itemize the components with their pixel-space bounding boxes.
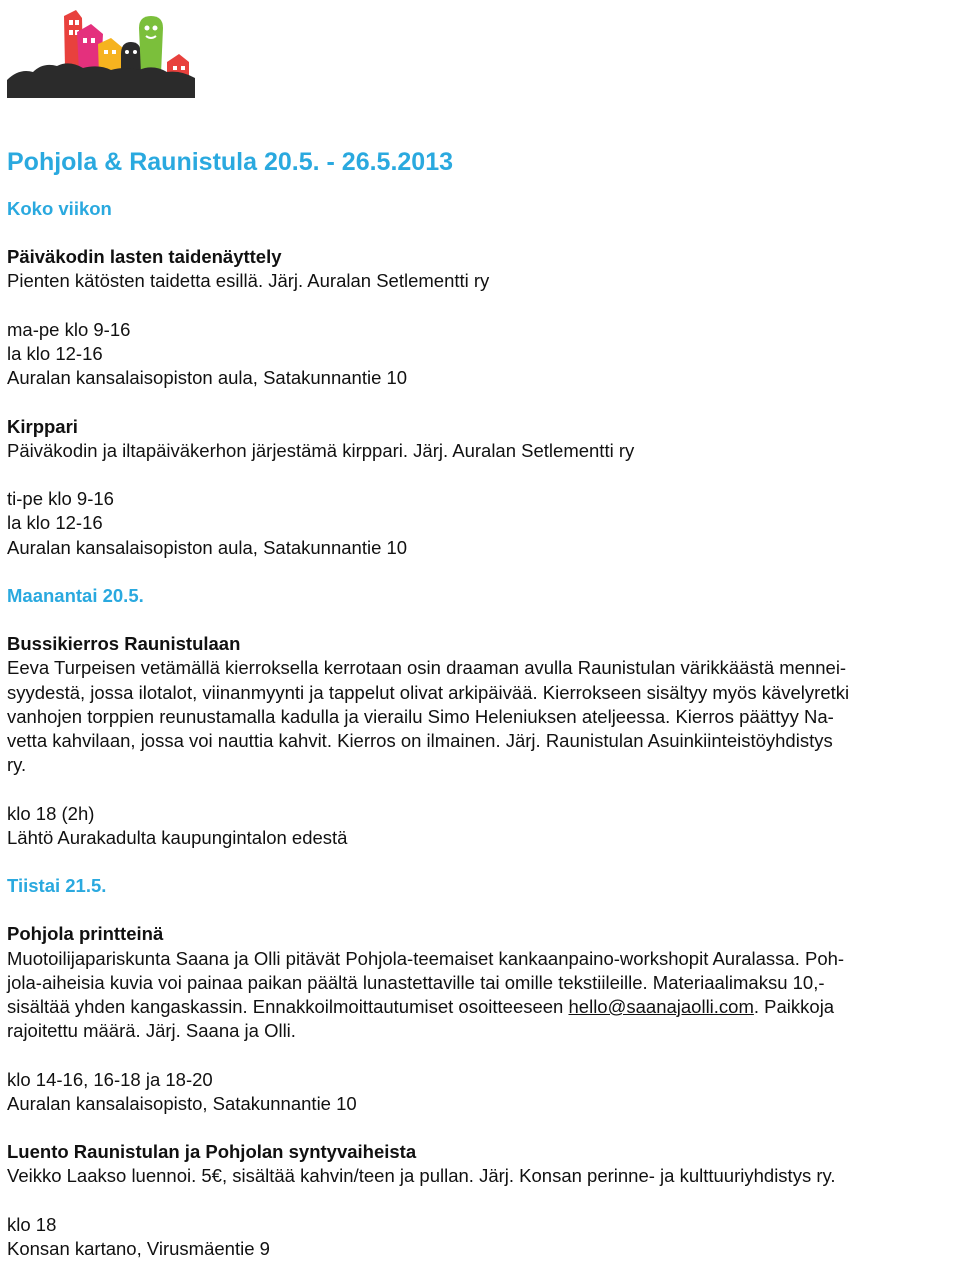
event-print-workshop bbox=[7, 922, 955, 1043]
event-bus-tour bbox=[7, 632, 955, 777]
logo-illustration bbox=[7, 6, 195, 98]
event-title: Bussikierros Raunistulaan bbox=[7, 633, 241, 655]
event-time-place bbox=[7, 1213, 955, 1261]
event-place: Auralan kansalaisopisto, Satakunnantie 10 bbox=[7, 1092, 357, 1114]
event-description-line: syydestä, jossa ilotalot, viinanmyynti ja tappelut olivat arkipäivää. Kierrokseen sisältyy myös kävelyretki bbox=[7, 681, 850, 703]
event-time-place bbox=[7, 802, 955, 850]
event-time: la klo 12-16 bbox=[7, 343, 103, 364]
section-heading-week: Koko viikon bbox=[7, 198, 112, 219]
event-time: ti-pe klo 9-16 bbox=[7, 488, 114, 510]
event-description: Pienten kätösten taidetta esillä. Järj. Auralan Setlementti ry bbox=[7, 270, 490, 292]
event-time: klo 14-16, 16-18 ja 18-20 bbox=[7, 1068, 213, 1090]
event-time: klo 18 (2h) bbox=[7, 802, 95, 824]
event-place: Konsan kartano, Virusmäentie 9 bbox=[7, 1237, 270, 1259]
event-description-line: vetta kahvilaan, jossa voi nauttia kahvit. Kierros on ilmainen. Järj. Raunistulan Asuinkiinteistöyhdistys bbox=[7, 730, 833, 751]
event-art-exhibition bbox=[7, 245, 955, 293]
section-heading-tuesday: Tiistai 21.5. bbox=[7, 875, 107, 897]
event-time: klo 18 bbox=[7, 1213, 57, 1235]
section-heading-monday: Maanantai 20.5. bbox=[7, 584, 144, 606]
event-description-line: jola-aiheisia kuvia voi painaa paikan päältä lunastettaville tai omille tekstiileille. Materiaalimaksu 10,- bbox=[7, 971, 825, 993]
event-description-line: Muotoilijapariskunta Saana ja Olli pitävät Pohjola-teemaiset kankaanpaino-workshopit Auralassa. Poh- bbox=[7, 947, 845, 969]
event-title: Pohjola printteinä bbox=[7, 923, 164, 945]
event-title: Kirppari bbox=[7, 415, 78, 437]
event-time: la klo 12-16 bbox=[7, 512, 103, 534]
green-figure-icon bbox=[139, 16, 163, 74]
event-place: Auralan kansalaisopiston aula, Satakunnantie 10 bbox=[7, 367, 408, 389]
event-description: Veikko Laakso luennoi. 5€, sisältää kahvin/teen ja pullan. Järj. Konsan perinne- ja kulttuuriyhdistys ry. bbox=[7, 1165, 836, 1187]
event-time-place bbox=[7, 1068, 955, 1116]
event-description-line: Eeva Turpeisen vetämällä kierroksella kerrotaan osin draaman avulla Raunistulan värikkäästä mennei- bbox=[7, 657, 847, 679]
page-title: Pohjola & Raunistula 20.5. - 26.5.2013 bbox=[7, 148, 454, 176]
event-listing bbox=[7, 144, 955, 1261]
event-lecture bbox=[7, 1140, 955, 1188]
hill-shape-icon bbox=[7, 63, 195, 98]
event-description: Päiväkodin ja iltapäiväkerhon järjestämä kirppari. Järj. Auralan Setlementti ry bbox=[7, 439, 635, 461]
event-description-line bbox=[7, 995, 955, 1019]
event-flea-market bbox=[7, 415, 955, 463]
event-place: Lähtö Aurakadulta kaupungintalon edestä bbox=[7, 826, 348, 848]
email-link[interactable]: hello@saanajaolli.com bbox=[568, 996, 754, 1017]
event-place: Auralan kansalaisopiston aula, Satakunnantie 10 bbox=[7, 536, 408, 558]
description-text: sisältää yhden kangaskassin. Ennakkoilmoittautumiset osoitteeseen bbox=[7, 996, 569, 1017]
event-title: Päiväkodin lasten taidenäyttely bbox=[7, 246, 282, 268]
event-description-line: ry. bbox=[7, 754, 27, 776]
event-time: ma-pe klo 9-16 bbox=[7, 318, 131, 340]
event-time-place bbox=[7, 318, 955, 391]
event-title: Luento Raunistulan ja Pohjolan syntyvaiheista bbox=[7, 1141, 417, 1163]
event-description-line: vanhojen torppien reunustamalla kadulla ja vierailu Simo Heleniuksen ateljeessa. Kierros päättyy Na- bbox=[7, 705, 834, 727]
event-description-line: rajoitettu määrä. Järj. Saana ja Olli. bbox=[7, 1020, 296, 1042]
event-time-place bbox=[7, 487, 955, 560]
description-text: . Paikkoja bbox=[753, 996, 835, 1017]
